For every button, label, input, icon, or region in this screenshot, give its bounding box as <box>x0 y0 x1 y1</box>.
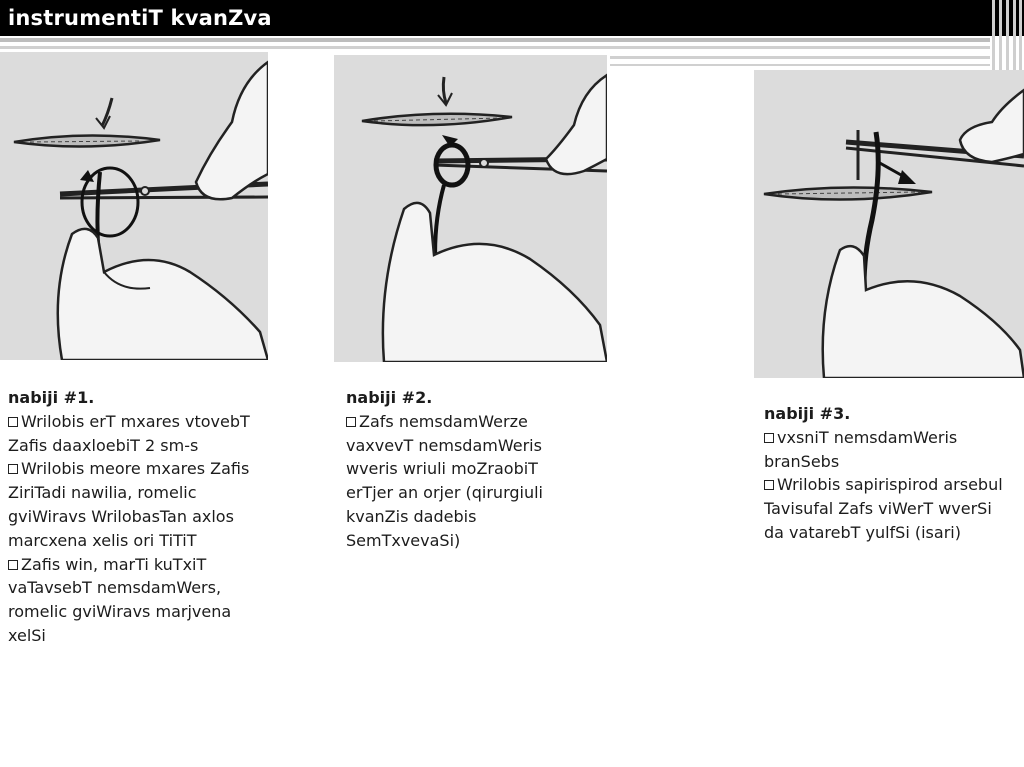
illustration-svg <box>0 52 268 360</box>
divider-line <box>0 38 990 42</box>
list-item <box>8 410 268 458</box>
divider-line <box>610 56 990 59</box>
step-1-text <box>8 386 268 648</box>
knot-step-1-illustration <box>0 52 268 360</box>
divider-line <box>0 46 990 49</box>
divider-line <box>610 64 990 66</box>
knot-step-3-illustration <box>754 70 1024 378</box>
knot-step-2-illustration <box>334 55 607 362</box>
checkbox-bullet-icon <box>8 560 18 570</box>
step-2-title: nabiji #2. <box>346 388 433 407</box>
step-1-bullet: Wrilobis meore mxares Zafis ZiriTadi nawilia, romelic gviWiravs WrilobasTan axlos marcxena xelis ori TiTiT <box>8 459 250 550</box>
step-2-text <box>346 386 572 553</box>
decorative-stripes <box>990 0 1024 70</box>
title-bar <box>0 0 1024 36</box>
checkbox-bullet-icon <box>8 417 18 427</box>
step-1-bullet: Zafis win, marTi kuTxiT vaTavsebT nemsdamWers, romelic gviWiravs marjvena xelSi <box>8 554 232 645</box>
step-3-bullet: vxsniT nemsdamWeris branSebs <box>764 427 958 471</box>
list-item <box>346 410 572 553</box>
list-item <box>8 553 268 648</box>
list-item <box>764 426 1016 474</box>
step-1-bullet: Wrilobis erT mxares vtovebT Zafis daaxloebiT 2 sm-s <box>8 411 250 455</box>
step-2-bullet: Zafs nemsdamWerze vaxvevT nemsdamWeris wveris wriuli moZraobiT erTjer an orjer (qirurgiuli kvanZis dadebis SemTxvevaSi) <box>346 411 543 550</box>
checkbox-bullet-icon <box>764 480 774 490</box>
list-item <box>764 473 1016 544</box>
illustration-svg <box>754 70 1024 378</box>
illustration-svg <box>334 55 607 362</box>
step-1-title: nabiji #1. <box>8 388 95 407</box>
slide-title: instrumentiT kvanZva <box>8 6 272 30</box>
step-3-text <box>764 402 1016 545</box>
list-item <box>8 457 268 552</box>
step-3-title: nabiji #3. <box>764 404 851 423</box>
checkbox-bullet-icon <box>346 417 356 427</box>
checkbox-bullet-icon <box>8 464 18 474</box>
step-3-bullet: Wrilobis sapirispirod arsebul Tavisufal Zafs viWerT wverSi da vatarebT yulfSi (isari) <box>764 475 1003 542</box>
checkbox-bullet-icon <box>764 433 774 443</box>
